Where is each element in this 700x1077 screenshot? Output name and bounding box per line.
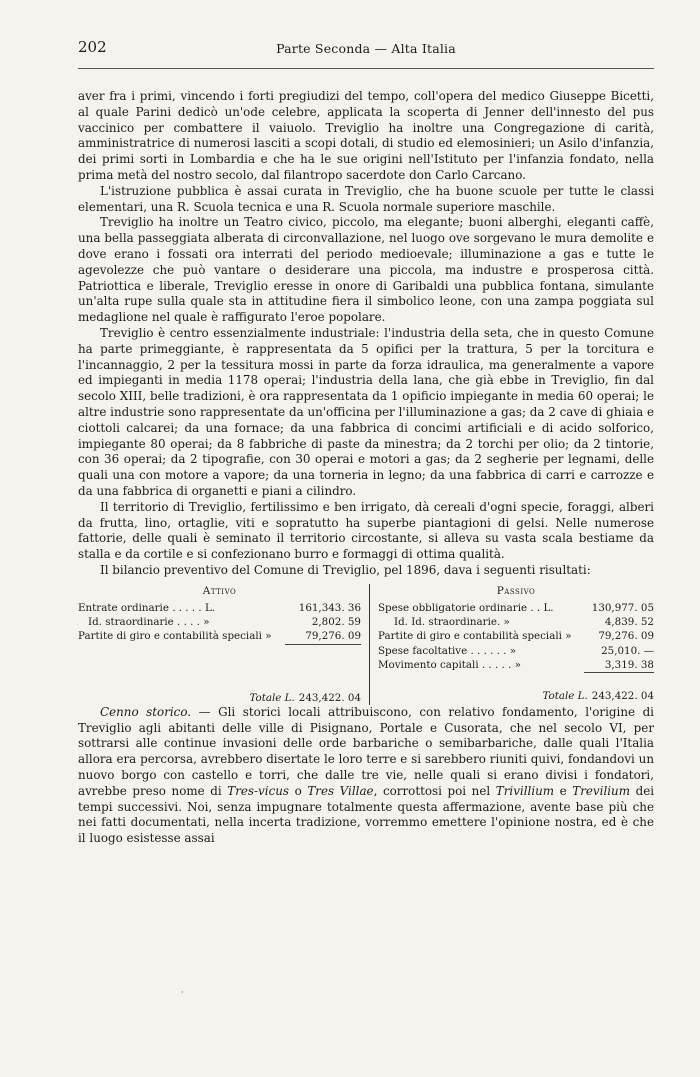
storico-term: Tres Villae — [307, 783, 374, 798]
budget-row-label: Partite di giro e contabilità speciali » — [78, 630, 272, 643]
budget-row — [378, 615, 654, 629]
budget-row-amount: 130,977. 05 — [591, 601, 654, 614]
budget-passivo — [369, 584, 654, 705]
budget-row — [378, 658, 654, 673]
budget-row-amount: 4,839. 52 — [604, 616, 654, 629]
budget-row — [78, 615, 361, 629]
budget-row-label: Movimento capitali . . . . . » — [378, 658, 521, 671]
budget-table — [78, 584, 654, 705]
budget-row-amount: 79,276. 09 — [598, 630, 654, 643]
running-title: Parte Seconda — Alta Italia — [276, 41, 456, 56]
paragraph: Il bilancio preventivo del Comune di Treviglio, pel 1896, dava i seguenti risultati: — [100, 562, 591, 577]
budget-row-label: Partite di giro e contabilità speciali » — [378, 630, 572, 643]
header-rule — [78, 68, 654, 69]
budget-row — [378, 644, 654, 658]
attivo-total — [78, 691, 361, 705]
page-number: 202 — [78, 38, 107, 56]
budget-row-label: Id. straordinarie . . . . » — [88, 616, 210, 629]
page — [78, 38, 654, 847]
storico-text: e — [554, 783, 573, 798]
paragraph: L'istruzione pubblica è assai curata in Treviglio, che ha buone scuole per tutte le classi elementari, una R. Scuola tecnica e una R. Scuola normale superiore maschile. — [78, 183, 654, 214]
budget-row — [78, 601, 361, 615]
budget-row-label: Spese obbligatorie ordinarie . . L. — [378, 601, 554, 614]
paragraph: Treviglio è centro essenzialmente industriale: l'industria della seta, che in questo Comune ha parte primeggiante, è rappresentata da 5 opifici per la trattura, 5 per la torcitura e l'incannaggio, 2 per la tessitura mossi in parte da forza idraulica, ma generalmente a vapore ed impieganti in media 1178 operai; l'industria della lana, che già ebbe in Treviglio, fin dal secolo XIII, belle tradizioni, è ora rappresentata da 1 opificio impiegante in media 60 operai; le altre industrie sono rappresentate da un'officina per l'illuminazione a gas; da 2 cave di ghiaia e ciottoli calcarei; da una fornace; da una fabbrica di concimi artificiali e di acido solforico, impiegante 80 operai; da 8 fabbriche di paste da minestra; da 2 torchi per olio; da 2 tintorie, con 36 operai; da 2 tipografie, con 30 operai e motori a gas; da 2 segherie per legnami, delle quali una con motore a vapore; da una torneria in legno; da una fabbrica di carri e carrozze e da una fabbrica di organetti e piani a cilindro. — [78, 325, 654, 498]
budget-row-label: Entrate ordinarie . . . . . L. — [78, 601, 216, 614]
budget-row-label: Id. Id. straordinarie. » — [394, 616, 510, 629]
budget-row-amount: 161,343. 36 — [298, 601, 361, 614]
paragraph: Il territorio di Treviglio, fertilissimo e ben irrigato, dà cereali d'ogni specie, foraggi, alberi da frutta, lino, ortaglie, viti e sopratutto ha superbe piantagioni di gelsi. Nelle numerose fattorie, delle quali è seminato il territorio circostante, si alleva su vasta scala bestiame da stalla e da cortile e si confezionano burro e formaggi di ottima qualità. — [78, 499, 654, 562]
passivo-total-label: Totale L. — [542, 689, 588, 702]
budget-row-amount: 79,276. 09 — [285, 629, 361, 644]
attivo-total-amount: 243,422. 04 — [298, 691, 361, 704]
storico-text: dei tempi successivi. Noi, senza impugnare totalmente questa affermazione, avente base più che nei fatti documentati, nella incerta tradizione, vorremmo emettere l'opinione nostra, ed è che il luogo esistesse assai — [78, 783, 655, 846]
storico-term: Tres-vicus — [227, 783, 289, 798]
storico-text: o — [289, 783, 308, 798]
page-header — [78, 38, 654, 62]
budget-row — [378, 601, 654, 615]
budget-attivo — [78, 584, 369, 705]
paragraph: aver fra i primi, vincendo i forti pregiudizi del tempo, coll'opera del medico Giuseppe Bicetti, al quale Parini dedicò un'ode celebre, applicata la scoperta di Jenner dell'innesto del pus vaccinico per combattere il vaiuolo. Treviglio ha inoltre una Congregazione di carità, amministratrice di numerosi lasciti a scopi dotali, di studio ed elemosinieri; un Asilo d'infanzia, dei primi sorti in Lombardia e che ha le sue origini nell'Istituto per l'infanzia fondato, nella prima metà del nostro secolo, dal filantropo sacerdote don Carlo Carcano. — [78, 89, 654, 182]
budget-row-label: Spese facoltative . . . . . . » — [378, 644, 517, 657]
budget-row-amount: 25,010. — — [601, 644, 654, 657]
budget-row-amount: 3,319. 38 — [584, 658, 654, 673]
body-text — [78, 89, 654, 847]
storico-text: , corrottosi poi nel — [373, 783, 496, 798]
budget-row — [78, 629, 361, 644]
budget-row-amount: 2,802. 59 — [311, 616, 361, 629]
storico-text: Gli storici locali attribuiscono, con relativo fondamento, l'origine di Treviglio agli abitanti delle ville di Pisignano, Portale e Cusorata, che nel secolo VI, per sottrarsi alle continue invasioni delle orde barbariche o semibarbariche, dalle quali l'Italia allora era percorsa, avrebbero disertate le loro terre e si sarebbero riuniti quivi, fondandovi un nuovo borgo con castello e torri, che dalle tre vie, nelle quali si erano divisi i fondatori, avrebbe preso nome di — [78, 704, 654, 798]
passivo-title: Passivo — [496, 584, 536, 597]
passivo-total — [378, 689, 654, 703]
storico-term: Trivillium — [495, 783, 555, 798]
attivo-title: Attivo — [202, 584, 237, 597]
attivo-total-label: Totale L. — [249, 691, 295, 704]
paragraph: Treviglio ha inoltre un Teatro civico, piccolo, ma elegante; buoni alberghi, eleganti caffè, una bella passeggiata alberata di circonvallazione, nel luogo ove sorgevano le mura demolite e dove erano i fossati ora interrati del periodo medioevale; illuminazione a gas e tutte le agevolezze che può vantare o desiderare una piccola, ma industre e prosperosa città. Patriottica e liberale, Treviglio eresse in onore di Garibaldi una pubblica fontana, simulante un'alta rupe sulla quale sta in attitudine fiera il simbolico leone, con una zampa poggiata sul medaglione nel quale è raffigurato l'eroe popolare. — [78, 215, 654, 325]
print-speck: · — [181, 988, 184, 997]
storico-paragraph — [78, 705, 654, 847]
storico-lead: Cenno storico. — — [100, 704, 211, 719]
budget-row — [378, 629, 654, 643]
passivo-total-amount: 243,422. 04 — [591, 689, 654, 702]
storico-term: Trevilium — [572, 783, 630, 798]
